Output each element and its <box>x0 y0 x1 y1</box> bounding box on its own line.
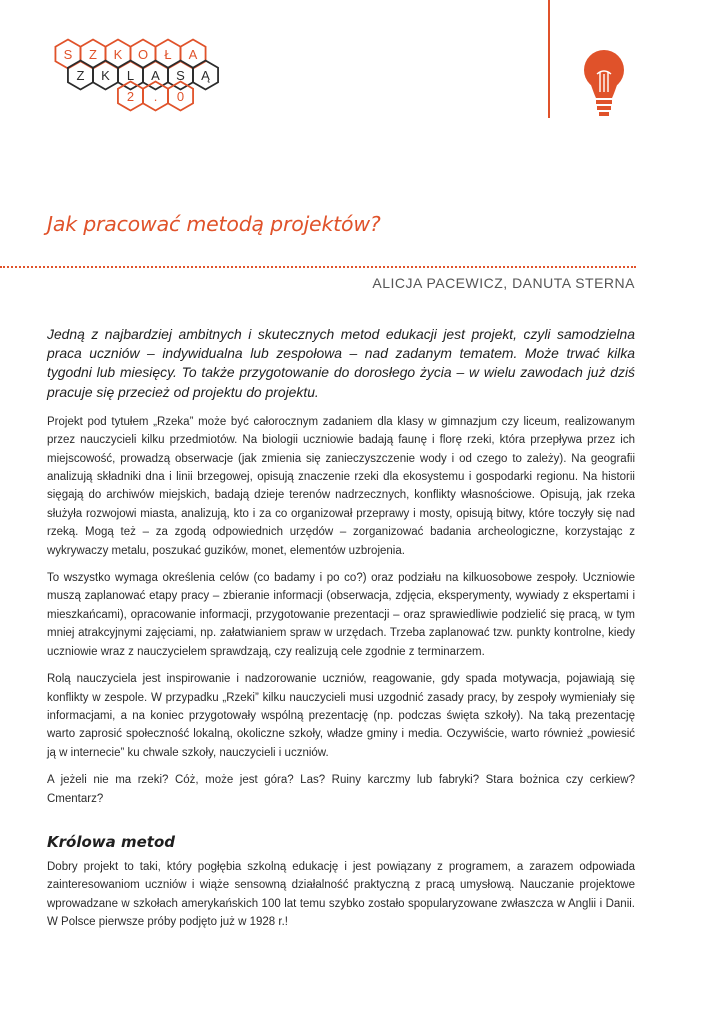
section-paragraph: Dobry projekt to taki, który pogłębia szkolną edukację i jest powiązany z programem, a zarazem odpowiada zainteresowaniom uczniów i wiąże sensowną działalność praktyczną z pracą umysłową. Nauczanie projektowe wprowadzane w szkołach amerykańskich 100 lat temu szybko zostało spopularyzowane zwłaszcza w Anglii i Danii. W Polsce pierwsze próby podjęto już w 1928 r.! <box>47 860 635 929</box>
article-title: Jak pracować metodą projektów? <box>47 212 381 236</box>
logo-letter: K <box>113 47 123 62</box>
article-authors: ALICJA PACEWICZ, DANUTA STERNA <box>372 275 635 291</box>
section-heading: Królowa metod <box>47 832 175 851</box>
logo-letter: . <box>153 89 158 104</box>
lead-paragraph: Jedną z najbardziej ambitnych i skutecznych metod edukacji jest projekt, czyli samodzielna praca uczniów – indywidualna lub zespołowa – nad zadanym tematem. Może trwać kilka tygodni lub miesięcy. To także przygotowanie do dorosłego życia – w wielu zawodach już dziś pracuje się przecież od projektu do projektu. <box>47 326 635 400</box>
school-logo <box>52 38 262 118</box>
body-paragraph-1: Projekt pod tytułem „Rzeka” może być całorocznym zadaniem dla klasy w gimnazjum czy liceum, realizowanym przez nauczycieli kilku przedmiotów. Na biologii uczniowie badają faunę i florę rzeki, która przepływa przez ich miejscowość, prowadzą obserwacje (jak zmienia się zanieczyszczenie wody i od czego to zależy). Na geografii analizują składniki dna i linii brzegowej, opisują znaczenie rzeki dla ekosystemu i gospodarki regionu. Na historii sięgają do archiwów miejskich, badają dzieje terenów nadrzecznych, konflikty własnościowe. Opisują, jak rzeka służyła rozwojowi miasta, analizują, kto i za co organizował przeprawy i mosty, opisują bitwy, które toczyły się nad rzeką. Mogą też – za zgodą odpowiednich urzędów – zorganizować badania archeologiczne, korzystając z wykrywaczy metalu, poszukać guzików, monet, elementów uzbrojenia. <box>47 415 635 557</box>
logo-letter: Z <box>76 68 85 83</box>
logo-letter: Ł <box>164 47 172 62</box>
logo-letter: O <box>137 47 149 62</box>
logo-letter: L <box>126 68 135 83</box>
logo-letter: K <box>101 68 110 83</box>
body-paragraph-4: A jeżeli nie ma rzeki? Cóż, może jest góra? Las? Ruiny karczmy lub fabryki? Stara bożnica czy cerkiew? Cmentarz? <box>47 774 635 805</box>
logo-letter: 2 <box>126 89 135 104</box>
title-separator <box>0 266 636 268</box>
logo-letter: 0 <box>176 89 185 104</box>
logo-letter: Z <box>89 47 97 62</box>
article-body <box>47 325 635 941</box>
body-paragraph-2: To wszystko wymaga określenia celów (co badamy i po co?) oraz podziału na kilkuosobowe zespoły. Uczniowie muszą zaplanować etapy pracy – zbieranie informacji (obserwacja, zdjęcia, eksperymenty, wywiady z ekspertami i mieszkańcami), opracowanie informacji, przygotowanie prezentacji – oraz sprawiedliwie podzielić się pracą, w tym mniej atrakcyjnymi zajęciami, np. załatwianiem spraw w urzędach. Trzeba zaplanować tzw. punkty kontrolne, kiedy uczniowie wraz z nauczycielem sprawdzają, czy realizują cele zgodnie z terminarzem. <box>47 572 635 658</box>
logo-letter: A <box>188 47 198 62</box>
body-paragraph-3: Rolą nauczyciela jest inspirowanie i nadzorowanie uczniów, reagowanie, gdy spada motywacja, pojawiają się konflikty w zespole. W przypadku „Rzeki” kilku nauczycieli musi uzgodnić zasady pracy, by zespoły wymieniały się informacjami, a na koniec przygotowały wspólną prezentację (np. podczas święta szkoły). Na taką prezentację warto zaprosić społeczność lokalną, okoliczne szkoły, władze gminy i media. Oczywiście, warto również „powiesić ją w internecie” ku chwale szkoły, nauczycieli i uczniów. <box>47 673 635 759</box>
logo-letter: S <box>176 68 185 83</box>
logo-letter: Ą <box>201 68 210 83</box>
logo-letter: S <box>63 47 73 62</box>
logo-letter: A <box>151 68 160 83</box>
lightbulb-icon <box>580 48 628 120</box>
logo-hexagons <box>52 38 262 118</box>
header-divider <box>548 0 550 118</box>
